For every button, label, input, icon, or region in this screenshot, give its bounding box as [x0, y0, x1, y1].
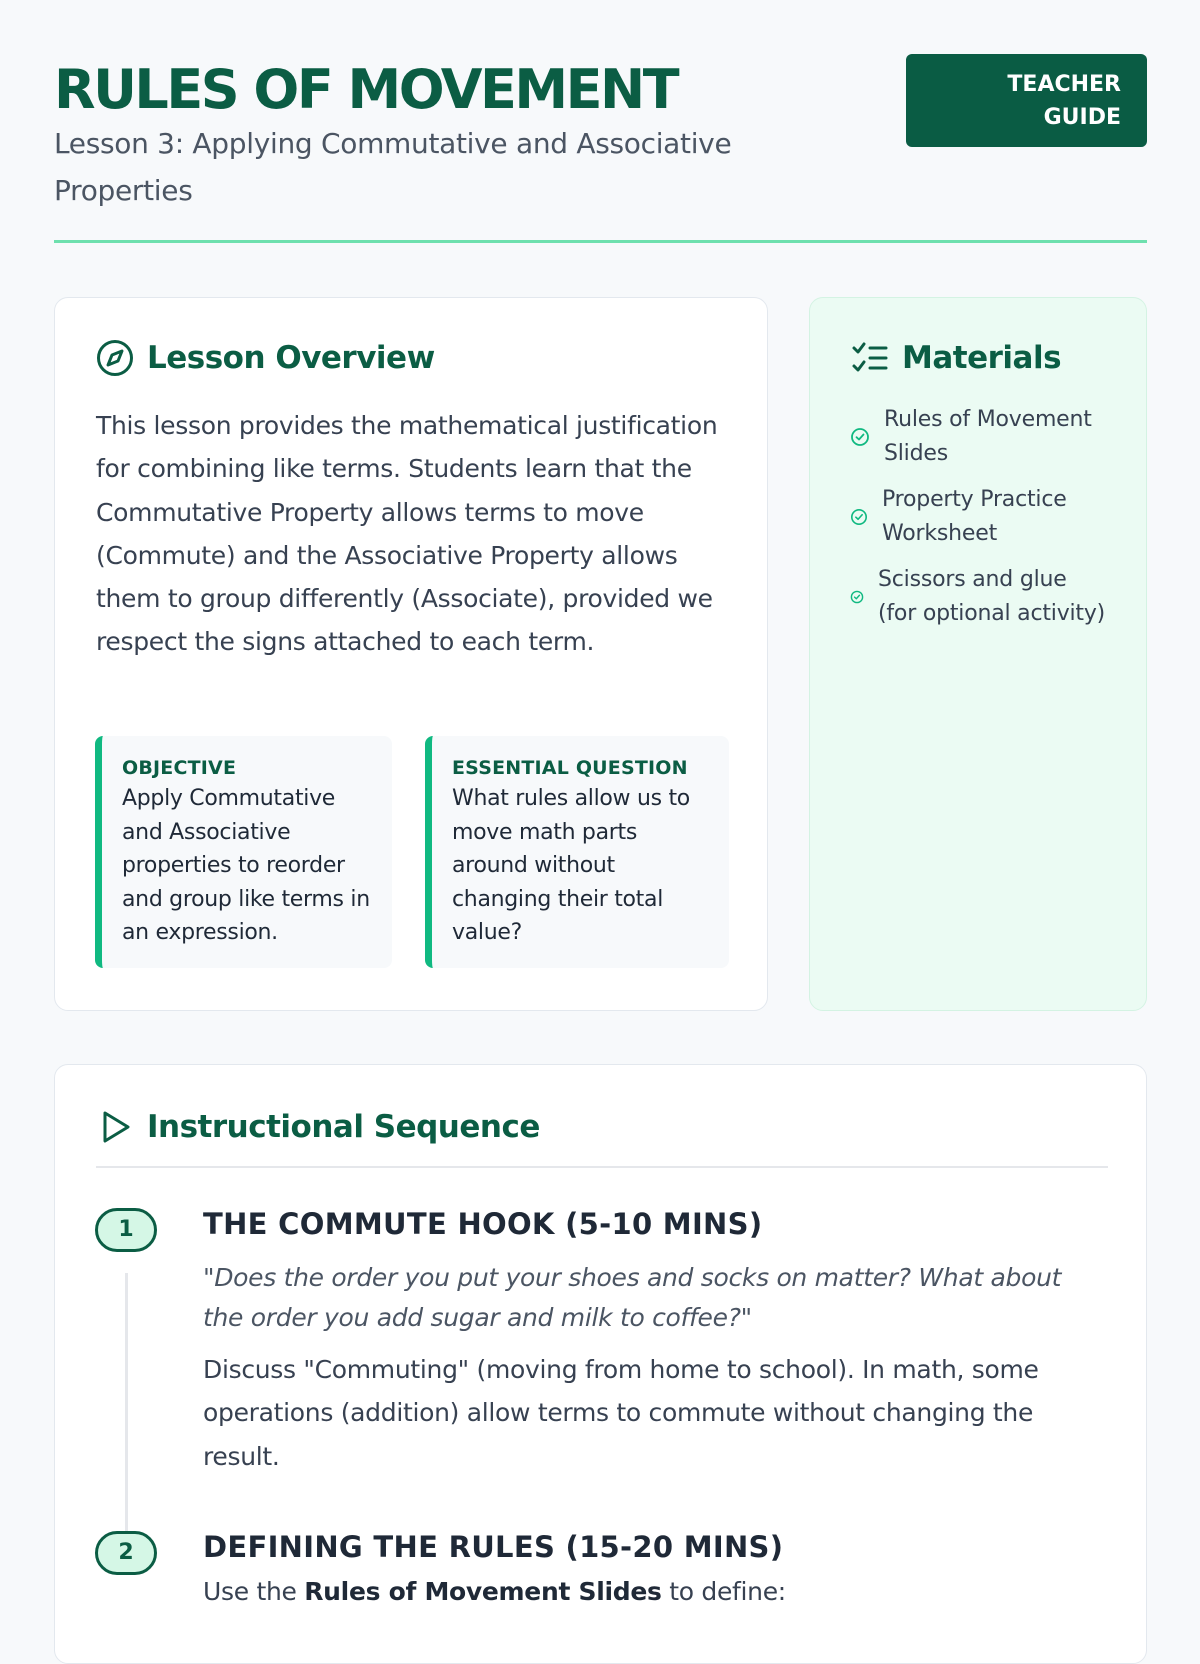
step-connector [125, 1273, 128, 1541]
materials-header [850, 338, 1061, 378]
checklist-icon [850, 338, 890, 378]
check-circle-icon [850, 427, 870, 447]
objective-label: OBJECTIVE [122, 757, 237, 779]
compass-icon [95, 338, 135, 378]
material-item-label: Rules of Movement Slides [884, 407, 1092, 466]
list-item [850, 403, 1110, 471]
page-subtitle: Lesson 3: Applying Commutative and Associative Properties [54, 127, 732, 207]
essential-question-label: ESSENTIAL QUESTION [452, 757, 688, 779]
step-body [203, 1570, 1083, 1613]
play-icon [95, 1107, 135, 1147]
sequence-divider [96, 1166, 1108, 1168]
step-body: Discuss "Commuting" (moving from home to school). In math, some operations (addition) allow terms to commute without changing the result. [203, 1355, 1039, 1471]
step-body-suffix: to define: [661, 1577, 786, 1606]
material-item-label: Property Practice Worksheet [882, 487, 1067, 546]
page-title: RULES OF MOVEMENT [54, 58, 678, 121]
essential-question-text: What rules allow us to move math parts around without changing their total value? [452, 786, 690, 945]
instructional-sequence-header [95, 1107, 540, 1147]
step-title: THE COMMUTE HOOK (5-10 MINS) [203, 1207, 763, 1241]
header-divider [54, 240, 1147, 243]
slides-reference: Rules of Movement Slides [304, 1577, 662, 1606]
step-number-badge: 2 [95, 1531, 157, 1575]
materials-list [850, 403, 1110, 643]
essential-question-callout [425, 736, 729, 968]
lesson-overview-text: This lesson provides the mathematical justification for combining like terms. Students learn that the Commutative Property allows terms to move (Commute) and the Associative Property allows them to group differently (Associate), provided we respect the signs attached to each term. [96, 411, 718, 657]
lesson-overview-card [54, 297, 768, 1011]
objective-text: Apply Commutative and Associative properties to reorder and group like terms in an expression. [122, 786, 370, 945]
instructional-sequence-heading: Instructional Sequence [147, 1109, 540, 1145]
materials-heading: Materials [902, 340, 1062, 376]
objective-callout [95, 736, 392, 968]
list-item [850, 483, 1110, 551]
check-circle-icon [850, 508, 868, 526]
step-title: DEFINING THE RULES (15-20 MINS) [203, 1530, 784, 1564]
lesson-overview-heading: Lesson Overview [147, 340, 435, 376]
lesson-overview-header [95, 338, 435, 378]
step-body-prefix: Use the [203, 1577, 305, 1606]
step-number-badge: 1 [95, 1208, 157, 1252]
teacher-guide-badge: TEACHER GUIDE [906, 54, 1147, 147]
material-item-label: Scissors and glue (for optional activity) [878, 567, 1106, 626]
instructional-sequence-card [54, 1064, 1147, 1664]
step-quote: "Does the order you put your shoes and socks on matter? What about the order you add sugar and milk to coffee?" [203, 1263, 1062, 1332]
materials-card [809, 297, 1147, 1011]
check-circle-icon [850, 590, 864, 604]
list-item [850, 563, 1110, 631]
